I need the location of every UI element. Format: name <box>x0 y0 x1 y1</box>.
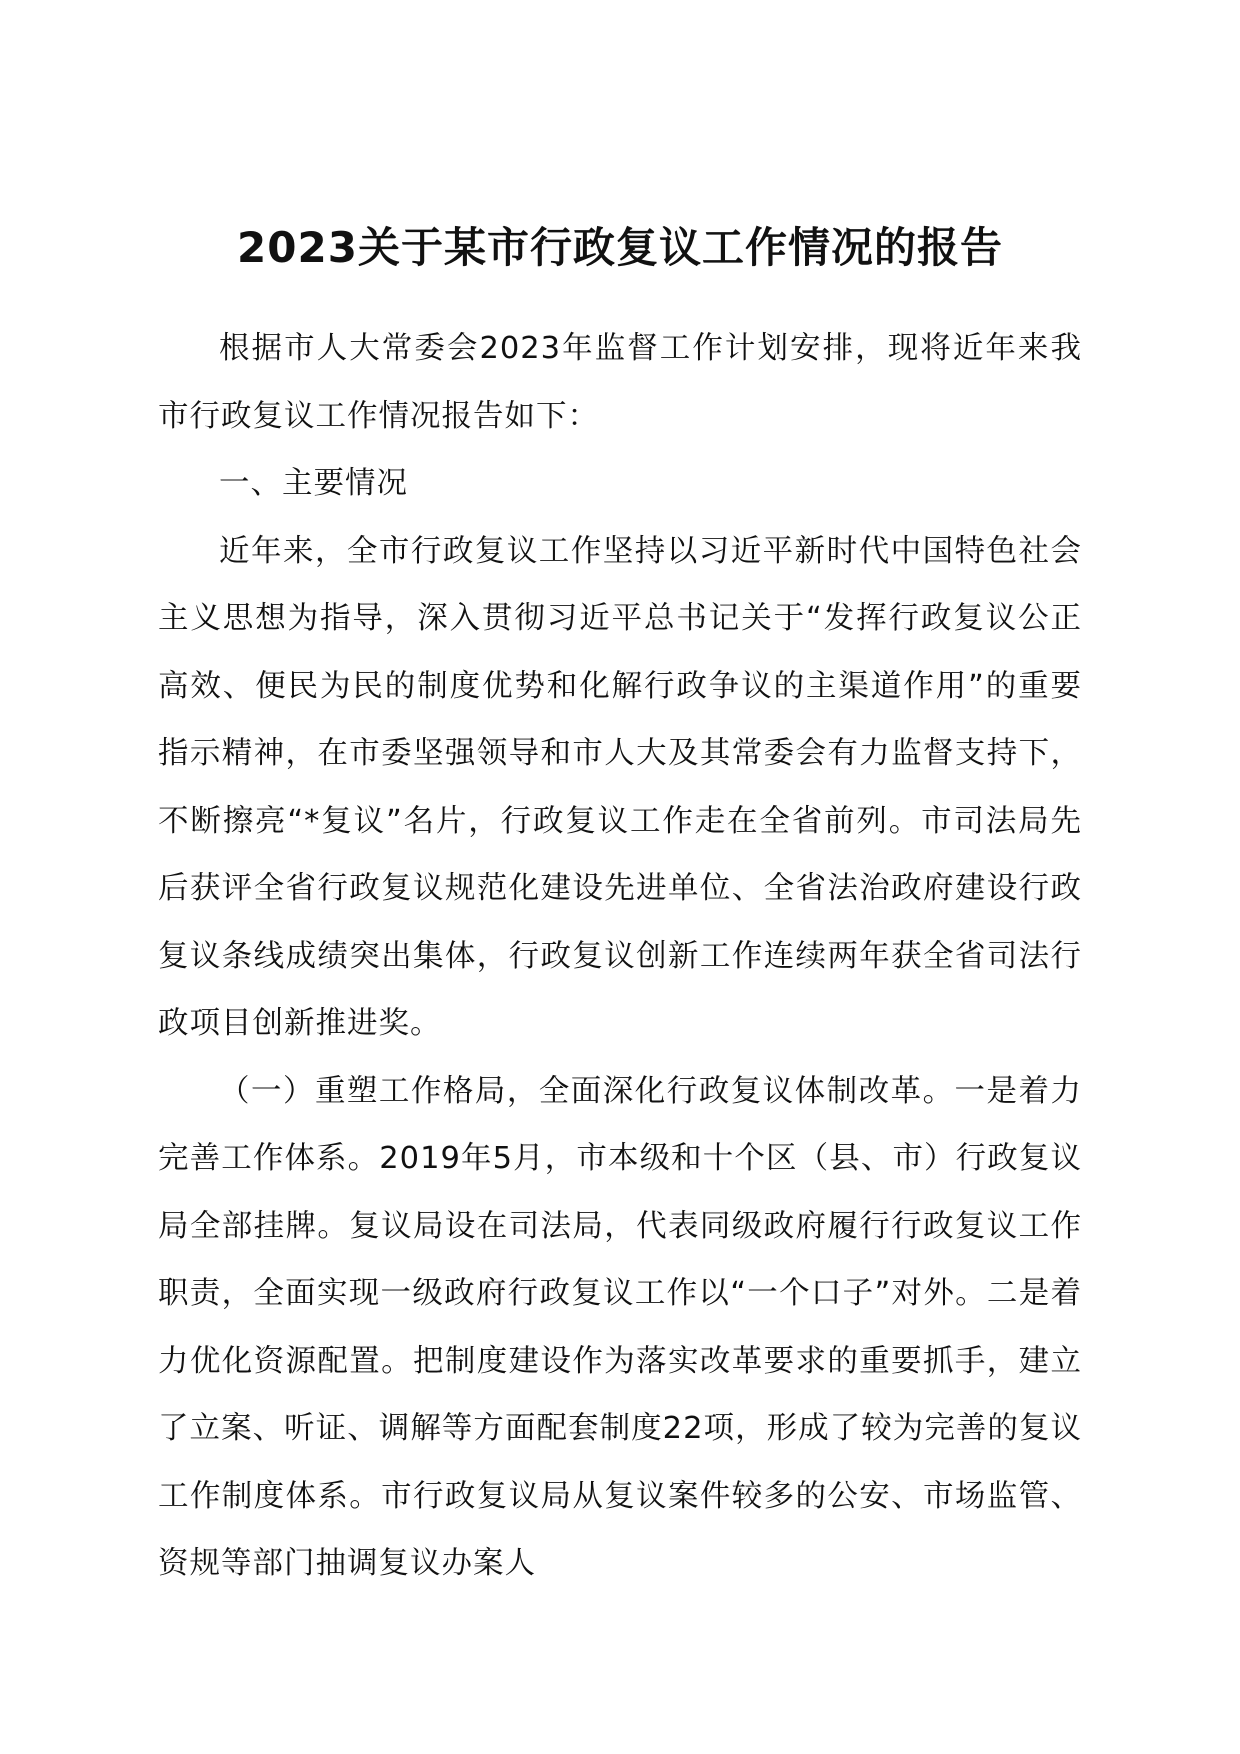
reform-paragraph: （一）重塑工作格局，全面深化行政复议体制改革。一是着力完善工作体系。2019年5月，市本级和十个区（县、市）行政复议局全部挂牌。复议局设在司法局，代表同级政府履行行政复议工作职责，全面实现一级政府行政复议工作以“一个口子”对外。二是着力优化资源配置。把制度建设作为落实改革要求的重要抓手，建立了立案、听证、调解等方面配套制度22项，形成了较为完善的复议工作制度体系。市行政复议局从复议案件较多的公安、市场监管、资规等部门抽调复议办案人 <box>158 1073 1082 1581</box>
section-heading-main-situation: 一、主要情况 <box>219 466 408 501</box>
overview-paragraph: 近年来，全市行政复议工作坚持以习近平新时代中国特色社会主义思想为指导，深入贯彻习近平总书记关于“发挥行政复议公正高效、便民为民的制度优势和化解行政争议的主渠道作用”的重要指示精神，在市委坚强领导和市人大及其常委会有力监督支持下，不断擦亮“*复议”名片，行政复议工作走在全省前列。市司法局先后获评全省行政复议规范化建设先进单位、全省法治政府建设行政复议条线成绩突出集体，行政复议创新工作连续两年获全省司法行政项目创新推进奖。 <box>158 533 1082 1041</box>
document-body <box>158 315 1082 1598</box>
intro-paragraph: 根据市人大常委会2023年监督工作计划安排，现将近年来我市行政复议工作情况报告如下： <box>158 331 1082 434</box>
document-title: 2023关于某市行政复议工作情况的报告 <box>237 223 1003 272</box>
